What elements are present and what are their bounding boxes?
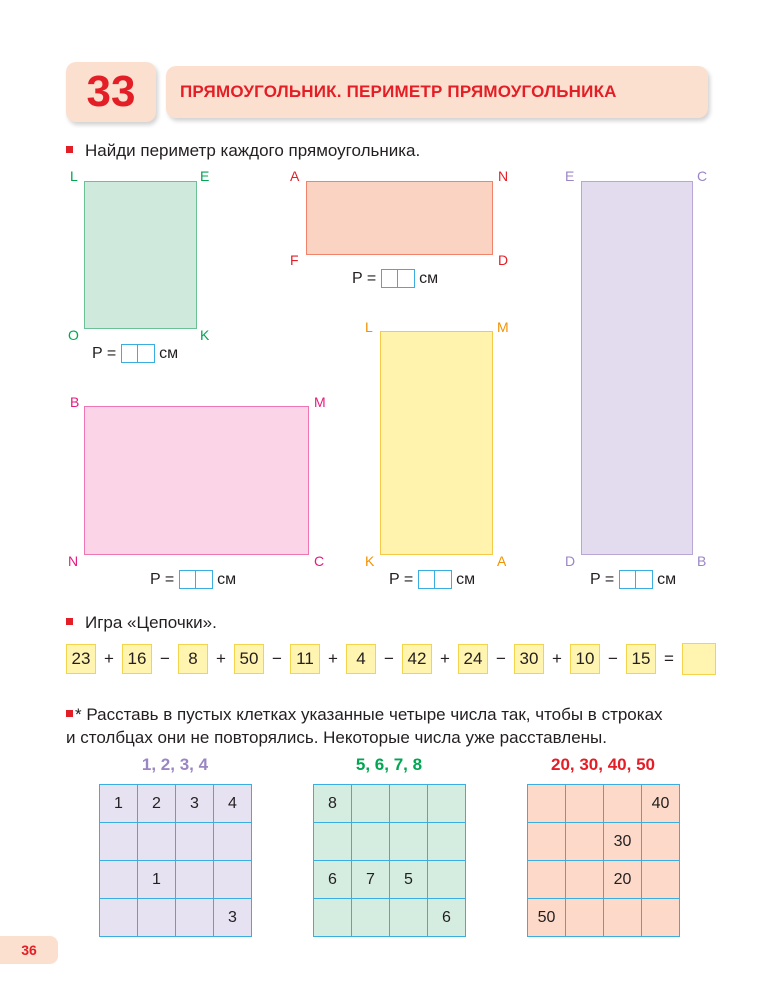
chain-number: 8 — [178, 644, 208, 674]
answer-box[interactable] — [636, 570, 653, 589]
grid-cell: 7 — [352, 861, 390, 899]
grid-cell[interactable] — [176, 823, 214, 861]
chain-answer-box[interactable] — [682, 643, 716, 675]
grid-cell: 6 — [428, 899, 466, 937]
grid-cell[interactable] — [566, 899, 604, 937]
bullet-icon — [66, 146, 73, 153]
grid-cell: 1 — [138, 861, 176, 899]
grid-cell[interactable] — [428, 785, 466, 823]
chain-operator: + — [328, 649, 338, 668]
grid-cell: 50 — [528, 899, 566, 937]
chain-operator: + — [440, 649, 450, 668]
grid-cell[interactable] — [314, 823, 352, 861]
grid-cell: 6 — [314, 861, 352, 899]
chain-number: 4 — [346, 644, 376, 674]
chain-number: 10 — [570, 644, 600, 674]
vertex-label: N — [68, 553, 79, 569]
grid-cell[interactable] — [428, 861, 466, 899]
chain-number: 15 — [626, 644, 656, 674]
grid-cell[interactable] — [138, 823, 176, 861]
perimeter-unit: см — [419, 269, 439, 287]
chain-operator: − — [608, 649, 618, 668]
perimeter-answer — [590, 570, 676, 589]
grid-cell[interactable] — [390, 785, 428, 823]
answer-box[interactable] — [196, 570, 213, 589]
rectangle-bmnc — [84, 406, 309, 555]
perimeter-prefix: P = — [590, 570, 615, 588]
chain-operator: − — [272, 649, 282, 668]
task3-instruction-line1: Расставь в пустых клетках указанные четыре числа так, чтобы в строках — [86, 705, 663, 724]
answer-box[interactable] — [121, 344, 138, 363]
chain-number: 30 — [514, 644, 544, 674]
grid-cell[interactable] — [566, 785, 604, 823]
vertex-label: K — [365, 553, 375, 569]
answer-box[interactable] — [619, 570, 636, 589]
chain-operator: + — [552, 649, 562, 668]
grid-cell[interactable] — [352, 785, 390, 823]
chain-number: 16 — [122, 644, 152, 674]
rectangle-anfd — [306, 181, 493, 255]
grid-cell: 1 — [100, 785, 138, 823]
grid-cell[interactable] — [352, 899, 390, 937]
rectangle-leok — [84, 181, 197, 329]
grid-title: 5, 6, 7, 8 — [355, 755, 423, 774]
grid-cell: 2 — [138, 785, 176, 823]
grid-cell[interactable] — [528, 785, 566, 823]
perimeter-prefix: P = — [92, 344, 117, 362]
chain-operator: + — [104, 649, 114, 668]
task3-instruction-line2: и столбцах они не повторялись. Некоторые числа уже расставлены. — [66, 728, 607, 747]
grid-cell[interactable] — [176, 899, 214, 937]
chain-operator: − — [384, 649, 394, 668]
grid-cell[interactable] — [100, 823, 138, 861]
chain-number: 23 — [66, 644, 96, 674]
chain-number: 24 — [458, 644, 488, 674]
grid-cell: 30 — [604, 823, 642, 861]
perimeter-answer — [92, 344, 178, 363]
grid-cell[interactable] — [390, 899, 428, 937]
answer-box[interactable] — [398, 269, 415, 288]
answer-box[interactable] — [418, 570, 435, 589]
grid-cell[interactable] — [390, 823, 428, 861]
grid-cell[interactable] — [642, 899, 680, 937]
vertex-label: M — [314, 394, 326, 410]
vertex-label: L — [70, 168, 78, 184]
grid-cell[interactable] — [604, 899, 642, 937]
chain-operator: − — [160, 649, 170, 668]
rectangle-ecdb — [581, 181, 693, 555]
grid-cell[interactable] — [214, 861, 252, 899]
grid-cell[interactable] — [428, 823, 466, 861]
perimeter-answer — [352, 269, 438, 288]
page-number: 36 — [0, 936, 58, 964]
chain-number: 11 — [290, 644, 320, 674]
task1-instruction — [66, 141, 420, 161]
vertex-label: E — [200, 168, 210, 184]
perimeter-unit: см — [657, 570, 677, 588]
grid-cell: 3 — [176, 785, 214, 823]
grid-cell[interactable] — [214, 823, 252, 861]
perimeter-prefix: P = — [389, 570, 414, 588]
perimeter-answer — [389, 570, 475, 589]
perimeter-prefix: P = — [150, 570, 175, 588]
chain-operator: = — [664, 649, 674, 668]
perimeter-prefix: P = — [352, 269, 377, 287]
vertex-label: F — [290, 252, 299, 268]
grid-cell[interactable] — [566, 861, 604, 899]
rectangle-lmka — [380, 331, 493, 555]
vertex-label: A — [290, 168, 300, 184]
grid-cell: 4 — [214, 785, 252, 823]
grid-cell[interactable] — [100, 899, 138, 937]
perimeter-unit: см — [456, 570, 476, 588]
answer-box[interactable] — [179, 570, 196, 589]
grid-title: 1, 2, 3, 4 — [141, 755, 209, 774]
chain-number: 42 — [402, 644, 432, 674]
vertex-label: D — [565, 553, 576, 569]
number-chain — [66, 643, 716, 675]
latin-square-grid — [313, 784, 466, 937]
grid-cell[interactable] — [100, 861, 138, 899]
task2-instruction — [66, 613, 217, 633]
perimeter-unit: см — [159, 344, 179, 362]
bullet-icon — [66, 710, 73, 717]
vertex-label: O — [68, 327, 79, 343]
answer-box[interactable] — [138, 344, 155, 363]
answer-box[interactable] — [381, 269, 398, 288]
grid-cell[interactable] — [642, 823, 680, 861]
vertex-label: A — [497, 553, 507, 569]
task3-instruction — [66, 703, 663, 749]
vertex-label: M — [497, 319, 509, 335]
chain-operator: + — [216, 649, 226, 668]
grid-cell[interactable] — [604, 785, 642, 823]
vertex-label: B — [70, 394, 80, 410]
vertex-label: N — [498, 168, 509, 184]
grid-cell[interactable] — [642, 861, 680, 899]
task2-instruction-text: Игра «Цепочки». — [85, 613, 217, 632]
grid-cell[interactable] — [314, 899, 352, 937]
grid-cell[interactable] — [528, 861, 566, 899]
chain-number: 50 — [234, 644, 264, 674]
vertex-label: D — [498, 252, 509, 268]
latin-square-grid — [99, 784, 252, 937]
lesson-number: 33 — [66, 62, 156, 122]
grid-cell[interactable] — [566, 823, 604, 861]
perimeter-answer — [150, 570, 236, 589]
grid-cell[interactable] — [528, 823, 566, 861]
grid-cell: 40 — [642, 785, 680, 823]
bullet-icon — [66, 618, 73, 625]
vertex-label: B — [697, 553, 707, 569]
star-marker: * — [75, 705, 82, 724]
vertex-label: L — [365, 319, 373, 335]
grid-cell: 3 — [214, 899, 252, 937]
answer-box[interactable] — [435, 570, 452, 589]
grid-cell: 8 — [314, 785, 352, 823]
latin-square-grid — [527, 784, 680, 937]
chain-operator: − — [496, 649, 506, 668]
perimeter-unit: см — [217, 570, 237, 588]
vertex-label: K — [200, 327, 210, 343]
task1-instruction-text: Найди периметр каждого прямоугольника. — [85, 141, 421, 160]
grid-cell: 5 — [390, 861, 428, 899]
grid-cell[interactable] — [176, 861, 214, 899]
vertex-label: E — [565, 168, 575, 184]
vertex-label: C — [697, 168, 708, 184]
grid-cell[interactable] — [138, 899, 176, 937]
lesson-title: ПРЯМОУГОЛЬНИК. ПЕРИМЕТР ПРЯМОУГОЛЬНИКА — [166, 66, 708, 118]
grid-cell: 20 — [604, 861, 642, 899]
grid-title: 20, 30, 40, 50 — [551, 755, 655, 774]
grid-cell[interactable] — [352, 823, 390, 861]
vertex-label: C — [314, 553, 325, 569]
